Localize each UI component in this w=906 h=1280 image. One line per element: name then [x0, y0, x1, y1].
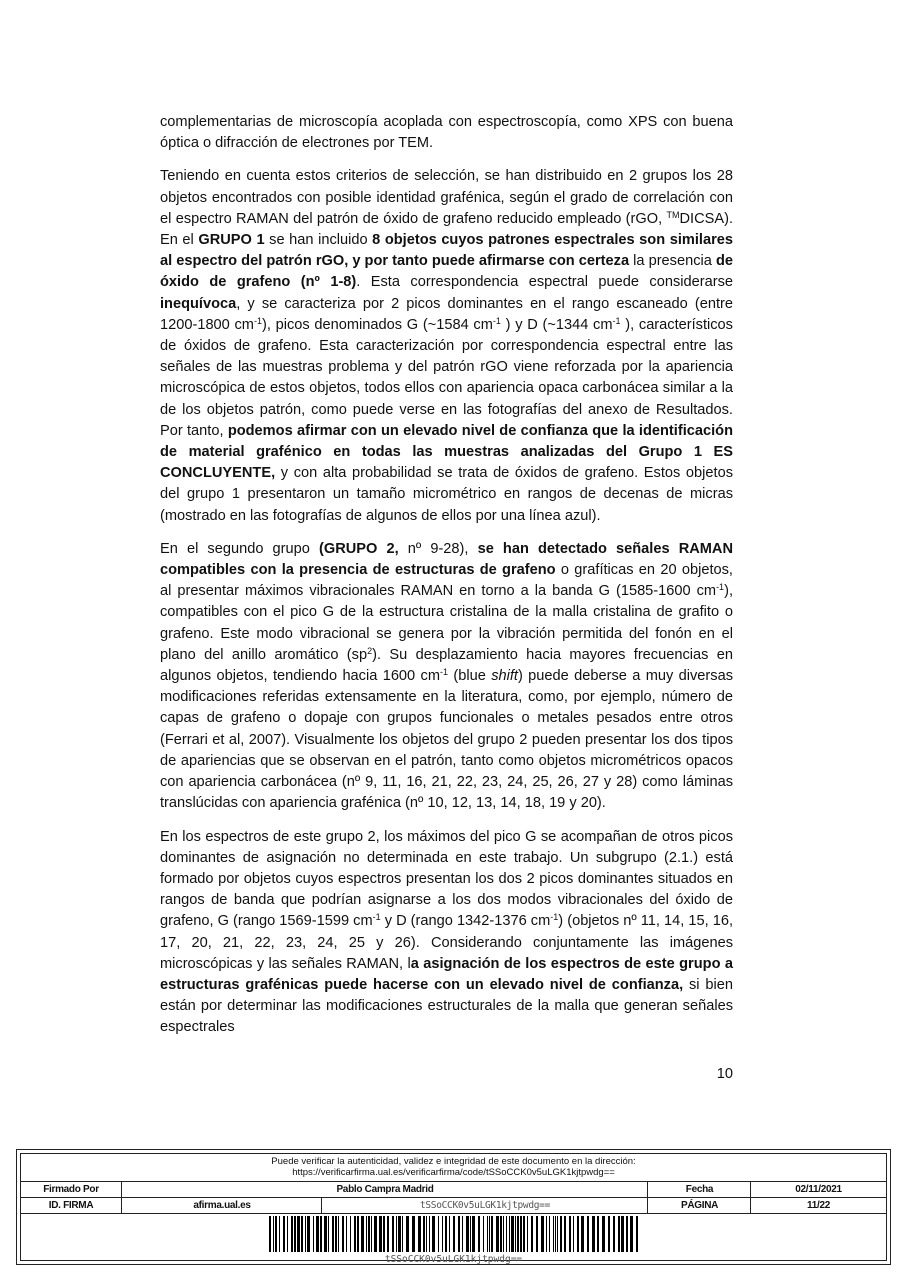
- barcode-bar: [587, 1216, 589, 1252]
- barcode-bar: [503, 1216, 504, 1252]
- barcode-bar: [553, 1216, 554, 1252]
- barcode-bar: [577, 1216, 579, 1252]
- barcode-bar: [592, 1216, 595, 1252]
- pagina-label: PÁGINA: [647, 1198, 751, 1213]
- barcode-bar: [412, 1216, 415, 1252]
- barcode-bar: [618, 1216, 620, 1252]
- barcode-bar: [368, 1216, 370, 1252]
- barcode-area: [21, 1214, 886, 1265]
- barcode-bar: [511, 1216, 514, 1252]
- barcode-bar: [602, 1216, 605, 1252]
- firmado-label: Firmado Por: [43, 1184, 99, 1195]
- paragraph-2: Teniendo en cuenta estos criterios de selección, se han distribuido en 2 grupos los 28 objetos encontrados con posible identidad grafénica, según el grado de correlación con el espectro RAMAN del patrón de óxido de grafeno reducido empleado (rGO, ™DICSA). En el GRUPO 1 se han incluido 8 objetos cuyos patrones espectrales son similares al espectro del patrón rGO, y por tanto puede afirmarse con certeza la presencia de óxido de grafeno (nº 1-8). Esta correspondencia espectral puede considerarse inequívoca, y se caracteriza por 2 picos dominantes en el rango escaneado (entre 1200-1800 $cm^{-1}$), picos denominados G (~1584 $cm^{-1}$ ) y D (~1344 $cm^{-1}$ ), característicos de óxidos de grafeno. Esta caracterización por correspondencia espectral entre las señales de las muestras problema y del patrón rGO viene reforzada por la apariencia microscópica de estos objetos, todos ellos con apariencia opaca carbonácea similar a la de los objetos patrón, como puede verse en las fotografías del anexo de Resultados. Por tanto, podemos afirmar con un elevado nivel de confianza que la identificación de material grafénico en todas las muestras analizadas del Grupo 1 ES CONCLUYENTE, y con alta probabilidad se trata de óxidos de grafeno. Estos objetos del grupo 1 presentaron un tamaño micrométrico en rangos de decenas de micras (mostrado en las fotografías de algunos de ellos por una línea azul).: [160, 168, 733, 524]
- barcode-bar: [332, 1216, 334, 1252]
- barcode-bar: [313, 1216, 314, 1252]
- barcode-bar: [626, 1216, 628, 1252]
- barcode-bar: [387, 1216, 389, 1252]
- barcode-bar: [283, 1216, 285, 1252]
- barcode-bar: [546, 1216, 547, 1252]
- barcode-bar: [269, 1216, 271, 1252]
- id-firma-value: afirma.ual.es: [121, 1198, 322, 1213]
- barcode-bar: [402, 1216, 403, 1252]
- barcode-bar: [491, 1216, 493, 1252]
- fecha-label: Fecha: [647, 1182, 751, 1197]
- barcode-bar: [354, 1216, 356, 1252]
- barcode-bar: [472, 1216, 475, 1252]
- barcode-bar: [557, 1216, 558, 1252]
- verification-text: Puede verificar la autenticidad, validez e integridad de este documento en la dirección:: [271, 1156, 636, 1167]
- barcode-bar: [458, 1216, 460, 1252]
- signature-row-signer: [21, 1181, 886, 1197]
- barcode-bar: [487, 1216, 488, 1252]
- barcode-bar: [294, 1216, 296, 1252]
- barcode-text: tSSoCCK0v5uLGK1kjtpwdg==: [384, 1254, 523, 1265]
- barcode-bar: [350, 1216, 351, 1252]
- barcode-bar: [489, 1216, 490, 1252]
- barcode-bar: [342, 1216, 344, 1252]
- barcode-bar: [630, 1216, 633, 1252]
- page-number: 10: [716, 1066, 733, 1082]
- barcode-bar: [506, 1216, 507, 1252]
- paragraph-1: complementarias de microscopía acoplada con espectroscopía, como XPS con buena óptica o difracción de electrones por TEM.: [160, 114, 733, 152]
- barcode-bar: [374, 1216, 377, 1252]
- barcode-bar: [555, 1216, 556, 1252]
- barcode-bar: [287, 1216, 288, 1252]
- barcode-bar: [279, 1216, 280, 1252]
- barcode-bar: [462, 1216, 463, 1252]
- barcode-bar: [517, 1216, 519, 1252]
- barcode-bar: [383, 1216, 385, 1252]
- barcode-bar: [357, 1216, 359, 1252]
- barcode-bar: [621, 1216, 624, 1252]
- barcode-bar: [636, 1216, 638, 1252]
- barcode-bar: [320, 1216, 322, 1252]
- verification-url[interactable]: https://verificarfirma.ual.es/verificarfirma/code/tSSoCCK0v5uLGK1kjtpwdg==: [292, 1167, 615, 1178]
- barcode-bar: [569, 1216, 571, 1252]
- barcode-bar: [613, 1216, 615, 1252]
- barcode-bar: [432, 1216, 435, 1252]
- barcode-bar: [597, 1216, 599, 1252]
- barcode-bar: [478, 1216, 480, 1252]
- barcode-bar: [573, 1216, 574, 1252]
- verification-notice: [21, 1154, 886, 1181]
- barcode-bar: [442, 1216, 443, 1252]
- barcode-bar: [483, 1216, 484, 1252]
- barcode-bar: [515, 1216, 516, 1252]
- signature-row-id: [21, 1197, 886, 1214]
- barcode-bar: [379, 1216, 382, 1252]
- barcode-bar: [275, 1216, 277, 1252]
- barcode-bar: [426, 1216, 427, 1252]
- barcode-bar: [328, 1216, 329, 1252]
- pagina-value: 11/22: [750, 1198, 886, 1213]
- firmado-value: Pablo Campra Madrid: [121, 1182, 648, 1197]
- barcode-bar: [466, 1216, 469, 1252]
- signature-inner-frame: [20, 1153, 887, 1265]
- barcode-bar: [361, 1216, 364, 1252]
- document-body: [160, 112, 733, 1051]
- barcode-bar: [470, 1216, 471, 1252]
- signature-box: [16, 1149, 891, 1265]
- barcode-bar: [445, 1216, 447, 1252]
- barcode-bar: [423, 1216, 425, 1252]
- id-firma-code: tSSoCCK0v5uLGK1kjtpwdg==: [321, 1198, 648, 1213]
- barcode-bar: [564, 1216, 566, 1252]
- barcode-bar: [301, 1216, 303, 1252]
- barcode-bar: [346, 1216, 347, 1252]
- barcode-bar: [366, 1216, 367, 1252]
- barcode-bar: [418, 1216, 421, 1252]
- barcode-bar: [338, 1216, 339, 1252]
- barcode-bar: [531, 1216, 533, 1252]
- barcode-image: [269, 1216, 639, 1252]
- barcode-bar: [496, 1216, 499, 1252]
- barcode-bar: [398, 1216, 401, 1252]
- barcode-bar: [406, 1216, 409, 1252]
- barcode-bar: [608, 1216, 610, 1252]
- barcode-bar: [291, 1216, 293, 1252]
- barcode-bar: [453, 1216, 455, 1252]
- barcode-bar: [429, 1216, 430, 1252]
- barcode-bar: [560, 1216, 562, 1252]
- barcode-bar: [527, 1216, 528, 1252]
- barcode-bar: [536, 1216, 538, 1252]
- paragraph-3: En el segundo grupo (GRUPO 2, nº 9-28), se han detectado señales RAMAN compatibles con la presencia de estructuras de grafeno o grafíticas en 20 objetos, al presentar máximos vibracionales RAMAN en torno a la banda G (1585-1600 $cm^{-1}$), compatibles con el pico G de la estructura cristalina de la malla cristalina de grafito o grafeno. Este modo vibracional se genera por la vibración permitida del fonón en el plano del anillo aromático $(sp^2)$. Su desplazamiento hacia mayores frecuencias en algunos objetos, tendiendo hacia 1600 $cm^{-1}$ (blue shift) puede deberse a muy diversas modificaciones referidas extensamente en la literatura, como, por ejemplo, número de capas de grafeno o dopaje con grupos funcionales o metales pesados entre otros (Ferrari et al, 2007). Visualmente los objetos del grupo 2 pueden presentar los dos tipos de apariencias que se observan en el patrón, tanto como objetos micrométricos opacos con apariencia carbonácea (nº 9, 11, 16, 21, 22, 23, 24, 25, 26, 27 y 28) como láminas translúcidas con apariencia grafénica (nº 10, 12, 13, 14, 18, 19 y 20).: [160, 540, 734, 812]
- barcode-bar: [371, 1216, 372, 1252]
- barcode-bar: [297, 1216, 300, 1252]
- barcode-bar: [549, 1216, 550, 1252]
- barcode-bar: [500, 1216, 502, 1252]
- barcode-bar: [305, 1216, 306, 1252]
- barcode-bar: [273, 1216, 274, 1252]
- barcode-bar: [307, 1216, 310, 1252]
- barcode-bar: [324, 1216, 327, 1252]
- fecha-value: 02/11/2021: [750, 1182, 886, 1197]
- barcode-bar: [438, 1216, 439, 1252]
- barcode-bar: [523, 1216, 525, 1252]
- barcode-bar: [392, 1216, 394, 1252]
- barcode-bar: [509, 1216, 510, 1252]
- barcode-bar: [335, 1216, 337, 1252]
- barcode-bar: [520, 1216, 522, 1252]
- barcode-bar: [581, 1216, 584, 1252]
- barcode-bar: [396, 1216, 397, 1252]
- barcode-bar: [541, 1216, 544, 1252]
- barcode-bar: [316, 1216, 319, 1252]
- paragraph-4: En los espectros de este grupo 2, los máximos del pico G se acompañan de otros picos dominantes de asignación no determinada en este trabajo. Un subgrupo (2.1.) está formado por objetos cuyos espectros presentan los dos 2 picos dominantes situados en rangos de banda que podrían asignarse a los dos modos vibracionales del óxido de grafeno, G (rango 1569-1599 $cm^{-1}$ y D (rango 1342-1376 $cm^{-1}$) (objetos nº 11, 14, 15, 16, 17, 20, 21, 22, 23, 24, 25 y 26). Considerando conjuntamente las imágenes microscópicas y las señales RAMAN, la asignación de los espectros de este grupo a estructuras grafénicas puede hacerse con un elevado nivel de confianza, si bien están por determinar las modificaciones estructurales de la malla que generan señales espectrales: [160, 828, 733, 1036]
- barcode-bar: [449, 1216, 450, 1252]
- id-firma-label: ID. FIRMA: [48, 1200, 94, 1211]
